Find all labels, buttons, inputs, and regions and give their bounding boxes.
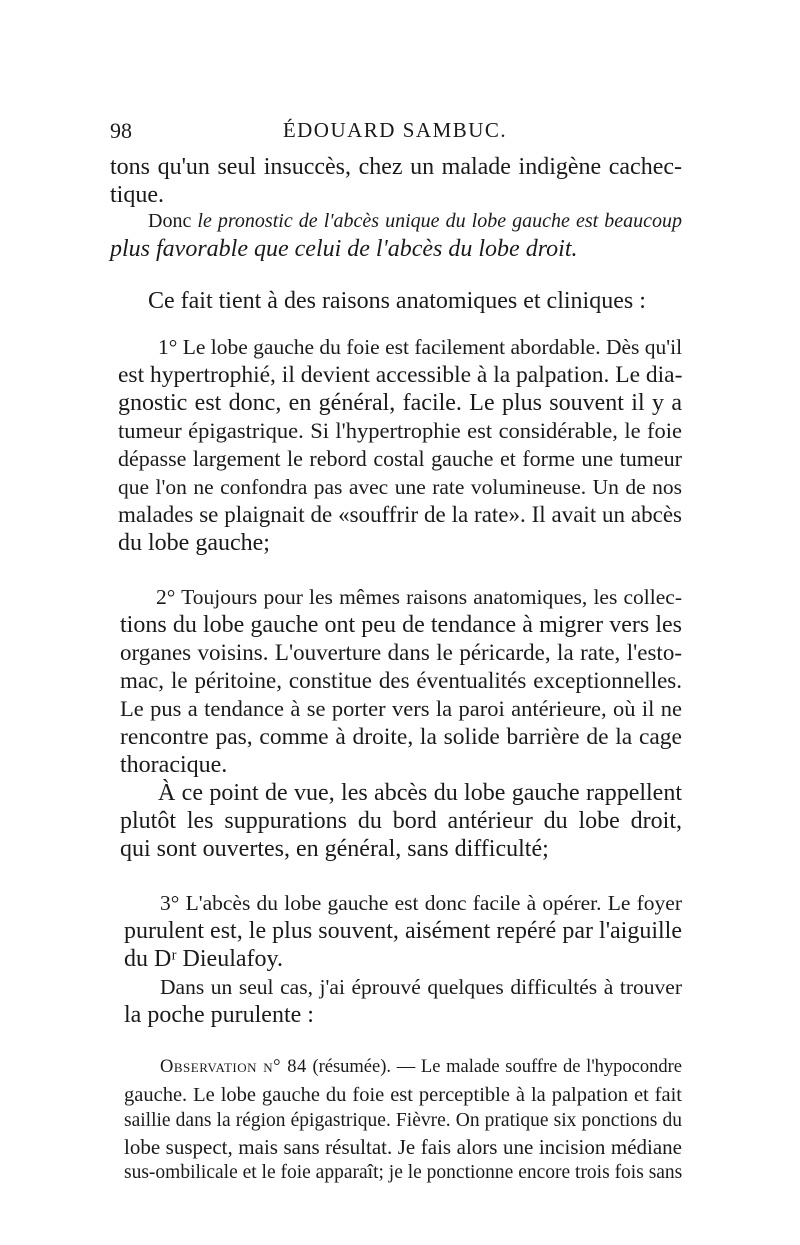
text-line: Ce fait tient à des raisons anatomiques et cliniques : (148, 288, 646, 314)
text-line: est hypertrophié, il devient accessible à la palpation. Le dia- (118, 362, 683, 388)
text-line: rencontre pas, comme à droite, la solide barrière de la cage (120, 724, 682, 750)
observation-line (160, 1052, 682, 1082)
text-line: Le pus a tendance à se porter vers la paroi antérieure, où il ne (120, 696, 682, 721)
italic-line: plus favorable que celui de l'abcès du lobe droit. (110, 236, 578, 262)
text-line (148, 206, 682, 236)
text-line: tique. (110, 182, 164, 208)
text-span: (résumée). — Le malade souffre de l'hypocondre (306, 1057, 682, 1077)
text-line: mac, le péritoine, constitue des éventualités exceptionnelles. (120, 668, 682, 693)
text-line: organes voisins. L'ouverture dans le péricarde, la rate, l'esto- (120, 640, 682, 665)
text-line: que l'on ne confondra pas avec une rate volumineuse. Un de nos (118, 475, 682, 499)
observation-line: sus-ombilicale et le foie apparaît; je le ponctionne encore trois fois sans (124, 1162, 683, 1183)
text-line: À ce point de vue, les abcès du lobe gauche rappellent (158, 780, 682, 806)
text-line: gnostic est donc, en général, facile. Le plus souvent il y a (118, 390, 682, 416)
observation-label: Observation n° 84 (160, 1057, 307, 1077)
observation-line: lobe suspect, mais sans résultat. Je fais alors une incision médiane (124, 1135, 682, 1159)
text-line: dépasse largement le rebord costal gauche et forme une tumeur (118, 446, 682, 471)
running-title: ÉDOUARD SAMBUC. (282, 118, 508, 142)
text-line: tumeur épigastrique. Si l'hypertrophie est considérable, le foie (118, 418, 682, 443)
text-line: 2° Toujours pour les mêmes raisons anatomiques, les collec- (156, 585, 682, 609)
text-line: purulent est, le plus souvent, aisément repéré par l'aiguille (124, 918, 682, 944)
text-line: qui sont ouvertes, en général, sans difficulté; (120, 836, 549, 862)
text-line: thoracique. (120, 752, 228, 778)
text-line: tions du lobe gauche ont peu de tendance à migrer vers les (120, 612, 682, 638)
text-line: 3° L'abcès du lobe gauche est donc facile à opérer. Le foyer (160, 891, 682, 915)
text-line: 1° Le lobe gauche du foie est facilement abordable. Dès qu'il (158, 335, 683, 359)
text-line: plutôt les suppurations du bord antérieur du lobe droit, (120, 808, 682, 834)
text-line: Dans un seul cas, j'ai éprouvé quelques difficultés à trouver (160, 975, 682, 999)
page-header (110, 118, 680, 148)
text-line: malades se plaignait de «souffrir de la rate». Il avait un abcès (118, 502, 682, 527)
observation-line: saillie dans la région épigastrique. Fièvre. On pratique six ponctions du (124, 1110, 682, 1131)
text-line: la poche purulente : (124, 1002, 314, 1028)
page-number: 98 (110, 118, 132, 143)
observation-line: gauche. Le lobe gauche du foie est perceptible à la palpation et fait (124, 1084, 682, 1106)
text-line: du Dʳ Dieulafoy. (124, 946, 283, 972)
text-span: Donc (148, 210, 198, 232)
text-line: du lobe gauche; (118, 530, 270, 556)
text-line: tons qu'un seul insuccès, chez un malade indigène cachec- (110, 154, 682, 180)
italic-span: le pronostic de l'abcès unique du lobe gauche est beaucoup (197, 210, 682, 232)
